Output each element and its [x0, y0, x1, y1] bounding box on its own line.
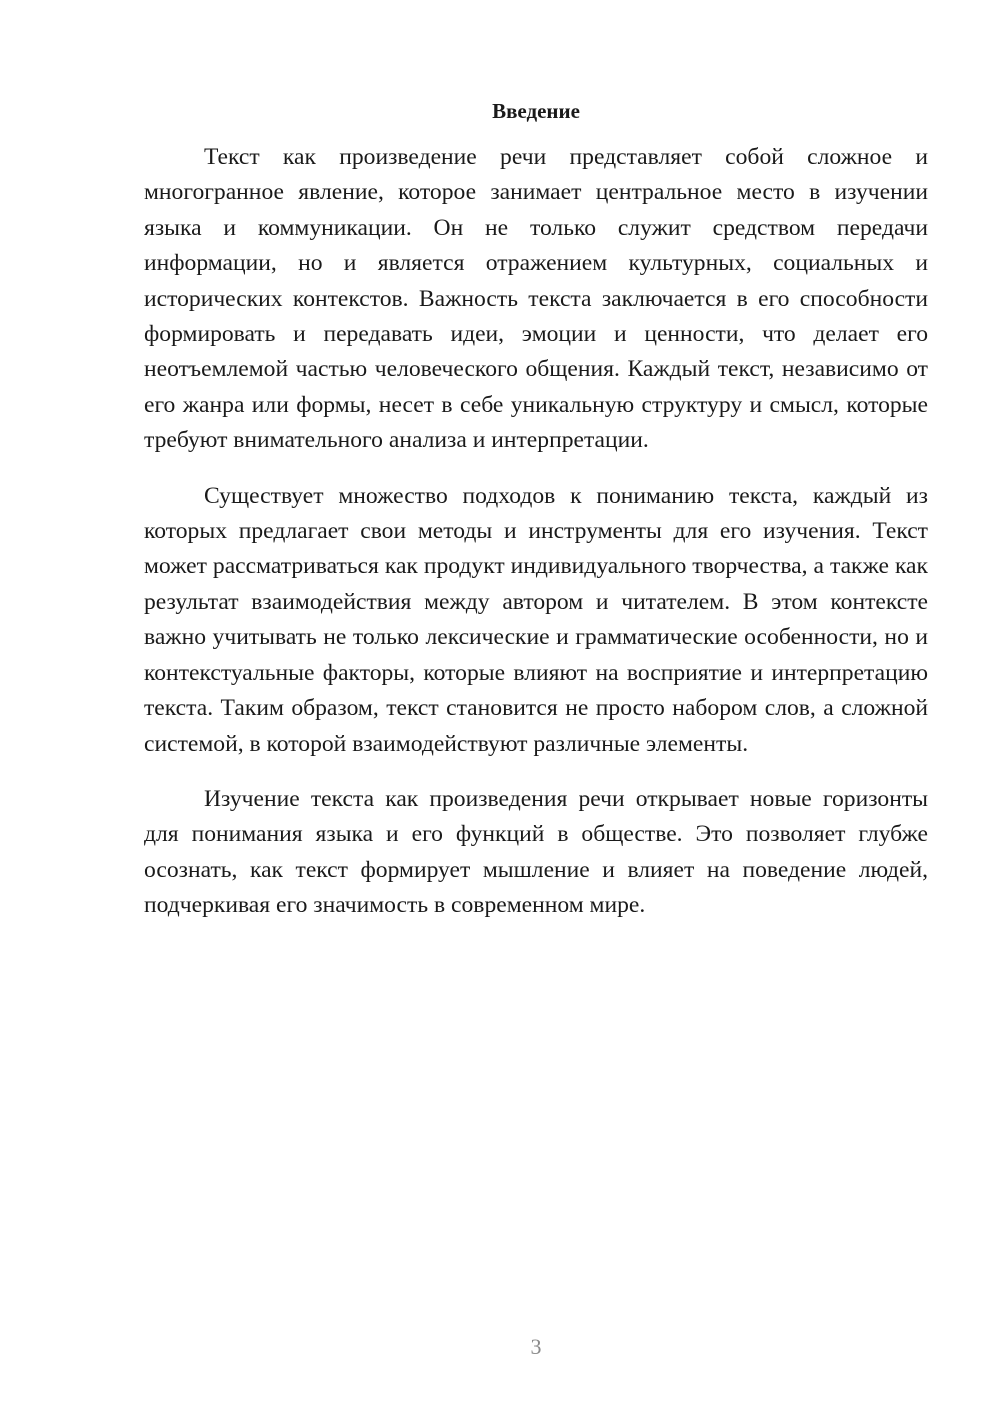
page-number: 3: [530, 1334, 542, 1359]
paragraph-2: Существует множество подходов к пониманию текста, каждый из которых предлагает свои методы и инструменты для его изучения. Текст может рассматриваться как продукт индивидуального творчества, а также как результат взаимодействия между автором и читателем. В этом контексте важно учитывать не только лексические и грамматические особенности, но и контекстуальные факторы, которые влияют на восприятие и интерпретацию текста. Таким образом, текст становится не просто набором слов, а сложной системой, в которой взаимодействуют различные элементы.: [144, 482, 928, 757]
page-title: Введение: [492, 99, 580, 123]
page-content: [144, 96, 928, 924]
paragraph-3: Изучение текста как произведения речи открывает новые горизонты для понимания языка и его функций в обществе. Это позволяет глубже осознать, как текст формирует мышление и влияет на поведение людей, подчеркивая его значимость в современном мире.: [144, 785, 928, 919]
paragraph-1: Текст как произведение речи представляет собой сложное и многогранное явление, которое занимает центральное место в изучении языка и коммуникации. Он не только служит средством передачи информации, но и является отражением культурных, социальных и исторических контекстов. Важность текста заключается в его способности формировать и передавать идеи, эмоции и ценности, что делает его неотъемлемой частью человеческого общения. Каждый текст, независимо от его жанра или формы, несет в себе уникальную структуру и смысл, которые требуют внимательного анализа и интерпретации.: [144, 144, 928, 454]
